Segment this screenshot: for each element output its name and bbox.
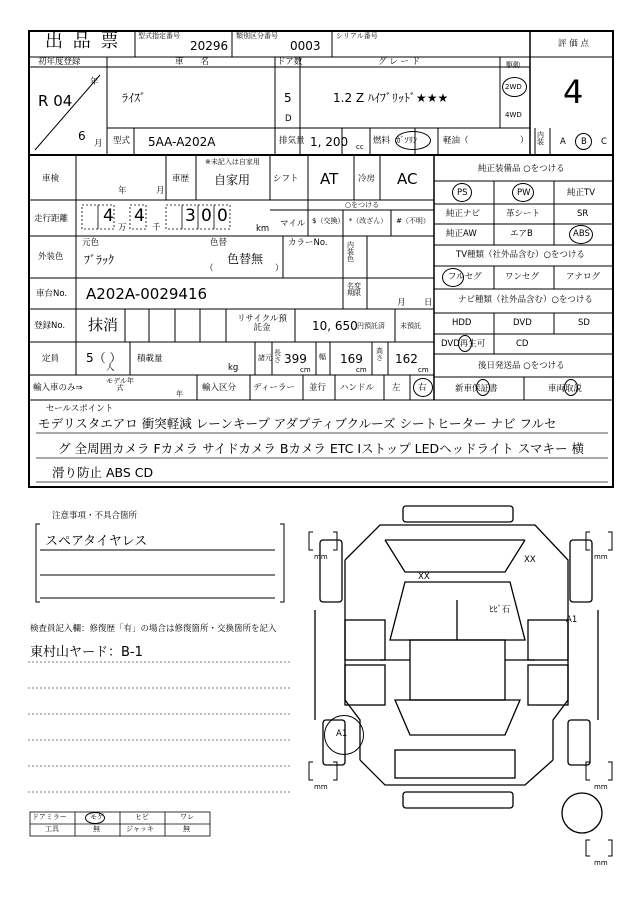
fuel-gasoline-circle bbox=[395, 131, 431, 150]
recycle-value: 10, 650 bbox=[312, 319, 358, 333]
handle-right-circle bbox=[413, 378, 433, 397]
model-year-unit: 年 bbox=[176, 390, 183, 398]
handle-left: 左 bbox=[392, 383, 401, 393]
equip-abs-circle bbox=[569, 225, 593, 244]
mirror-crack: ヒビ bbox=[135, 813, 149, 821]
width-label: 幅 bbox=[319, 353, 326, 361]
import-class-label: 輸入区分 bbox=[202, 383, 237, 393]
tools-label: 工具 bbox=[45, 825, 59, 833]
mark-a1-left: A1 bbox=[336, 729, 348, 739]
navi-dvd-play-circle bbox=[458, 335, 472, 352]
mileage-label: 走行距離 bbox=[34, 214, 69, 224]
first-reg-label: 初年度登録 bbox=[38, 57, 81, 67]
model-cert-label: 型式指定番号 bbox=[138, 32, 180, 40]
displacement-unit: cc bbox=[356, 143, 364, 151]
equip-pw: PW bbox=[517, 188, 531, 198]
shift-value: AT bbox=[320, 170, 339, 188]
width-value: 169 bbox=[340, 352, 363, 366]
exterior-paren-close: ） bbox=[275, 264, 284, 274]
recycle-not: 未預託 bbox=[400, 322, 421, 330]
jack-label: ジャッキ bbox=[126, 825, 154, 833]
equip-leather: 革シート bbox=[506, 209, 541, 219]
chassis-value: A202A-0029416 bbox=[86, 285, 208, 303]
score-label: 評 価 点 bbox=[558, 39, 589, 49]
jack-value: 無 bbox=[183, 825, 190, 833]
mirror-label: ドアミラー bbox=[32, 813, 67, 821]
width-cm-unit: cm bbox=[356, 366, 367, 374]
diesel-label: 軽油（ bbox=[443, 136, 469, 146]
mirror-motor: モゲ bbox=[90, 813, 104, 821]
first-reg-year-unit: 年 bbox=[90, 77, 99, 87]
mileage-mile: マイル bbox=[280, 219, 306, 229]
shift-label: シフト bbox=[273, 174, 299, 184]
import-dealer: ディーラー bbox=[253, 383, 295, 393]
displacement-label: 排気量 bbox=[279, 136, 305, 146]
recycle-label: リサイクル預託金 bbox=[237, 314, 287, 334]
history-note: ※未記入は自家用 bbox=[205, 158, 260, 166]
navi-dvd-play: DVD再生可 bbox=[441, 339, 486, 349]
mm-rear-left: mm bbox=[314, 783, 328, 791]
navi-header: ナビ種類（社外品含む）○をつける bbox=[458, 295, 593, 305]
sales-points-line-1: モデリスタエアロ 衝突軽減 レーンキープ アダプティブクルーズ シートヒーター ナビ フルセ bbox=[38, 416, 557, 431]
history-label: 車歴 bbox=[172, 174, 190, 184]
later-manual-circle bbox=[564, 379, 578, 396]
notes-line-1: スペアタイヤレス bbox=[45, 534, 148, 549]
name-change-day-unit: 日 bbox=[424, 298, 433, 308]
mileage-exchange: $（交換） bbox=[312, 217, 345, 225]
score-value: 4 bbox=[563, 73, 584, 111]
equip-pw-circle bbox=[512, 183, 534, 202]
model-cert-value: 20296 bbox=[190, 39, 229, 53]
history-value: 自家用 bbox=[214, 173, 251, 187]
length-value: 399 bbox=[284, 352, 307, 366]
interior-grade-label: 内装 bbox=[537, 131, 544, 146]
tools-value: 無 bbox=[93, 825, 100, 833]
later-warranty: 新車保証書 bbox=[455, 384, 498, 394]
mm-front-left: mm bbox=[314, 553, 328, 561]
first-reg-month-unit: 月 bbox=[94, 139, 103, 149]
name-change-month-unit: 月 bbox=[397, 298, 406, 308]
door-suffix: D bbox=[285, 114, 292, 124]
drive-2wd-circle bbox=[502, 77, 527, 97]
mirror-motor-circle bbox=[85, 812, 105, 824]
mm-front-right: mm bbox=[594, 553, 608, 561]
doors-value: 5 bbox=[284, 91, 292, 105]
car-diagram bbox=[315, 506, 602, 833]
category-value: 0003 bbox=[290, 39, 321, 53]
registration-value: 抹消 bbox=[88, 316, 119, 334]
mileage-check-hint: ○をつける bbox=[345, 201, 380, 209]
exterior-label: 外装色 bbox=[38, 252, 64, 262]
mm-rear-right: mm bbox=[594, 783, 608, 791]
equip-abs: ABS bbox=[573, 229, 590, 239]
registration-label: 登録No. bbox=[34, 321, 66, 331]
grade-value: 1.2 Z ﾊｲﾌﾞﾘｯﾄﾞ★★★ bbox=[333, 91, 449, 105]
recycle-done: 円預託済 bbox=[357, 322, 385, 330]
chassis-label: 車台No. bbox=[36, 289, 68, 299]
interior-color-label: 内装色 bbox=[347, 241, 354, 263]
model-type-label: 型式 bbox=[113, 136, 131, 146]
mm-spare: mm bbox=[594, 859, 608, 867]
mileage-modified: *（改ざん） bbox=[348, 217, 388, 225]
tv-analog: アナログ bbox=[566, 272, 601, 282]
doors-label: ドア数 bbox=[277, 57, 303, 67]
dims-label: 諸元 bbox=[258, 354, 272, 362]
equip-airbag: エアB bbox=[510, 229, 533, 239]
interior-grade-a: A bbox=[560, 137, 566, 147]
mileage-digit-1: 4 bbox=[103, 206, 114, 226]
exterior-repaint-value: 色替無 bbox=[227, 252, 264, 266]
mark-xx-hood: XX bbox=[418, 572, 430, 582]
notes-label: 注意事項・不具合箇所 bbox=[52, 511, 138, 521]
oem-header: 純正装備品 ○をつける bbox=[478, 164, 565, 174]
equip-oem-tv: 純正TV bbox=[567, 188, 596, 198]
color-no-label: カラーNo. bbox=[288, 238, 328, 248]
ac-value: AC bbox=[397, 170, 418, 188]
drive-2wd: 2WD bbox=[505, 83, 522, 91]
mileage-sen-unit: 千 bbox=[152, 223, 161, 233]
equip-ps: PS bbox=[457, 188, 468, 198]
equip-oem-navi: 純正ナビ bbox=[446, 209, 481, 219]
handle-right: 右 bbox=[418, 383, 427, 393]
inspection-year-unit: 年 bbox=[118, 186, 127, 196]
capacity-label: 定員 bbox=[42, 354, 60, 364]
car-name-label: 車 名 bbox=[175, 57, 210, 67]
inspector-line-1: 東村山ヤード：B-1 bbox=[30, 645, 143, 660]
mileage-digit-3: 3 bbox=[185, 206, 196, 226]
length-cm-unit: cm bbox=[300, 366, 311, 374]
import-label: 輸入車のみ⇒ bbox=[33, 383, 83, 393]
sales-points-label: セールスポイント bbox=[46, 404, 114, 414]
mileage-digit-4: 0 bbox=[201, 206, 212, 226]
navi-cd: CD bbox=[516, 339, 529, 349]
tv-fullseg: フルセグ bbox=[448, 272, 482, 282]
first-reg-month: 6 bbox=[78, 129, 86, 143]
diesel-close: ） bbox=[520, 136, 529, 146]
height-label: 高さ bbox=[376, 347, 383, 362]
mark-chip-windshield: ﾋﾋﾞ石 bbox=[489, 605, 511, 615]
equip-oem-aw: 純正AW bbox=[446, 229, 477, 239]
interior-grade-b: B bbox=[581, 137, 587, 147]
sales-points-line-2: グ 全周囲カメラ Fカメラ サイドカメラ Bカメラ ETC Iストップ LEDヘッドライト スマキー 横 bbox=[58, 441, 584, 456]
handle-label: ハンドル bbox=[340, 383, 375, 393]
inspection-label: 車検 bbox=[42, 174, 60, 184]
exterior-original-label: 元色 bbox=[82, 238, 100, 248]
displacement-value: 1, 200 bbox=[310, 135, 349, 149]
serial-label: シリアル番号 bbox=[336, 32, 378, 40]
mileage-unknown: #（不明） bbox=[396, 217, 430, 225]
tv-header: TV種類（社外品含む）○をつける bbox=[456, 250, 585, 260]
fuel-gasoline: ｶﾞｿﾘﾝ bbox=[396, 136, 418, 146]
exterior-paren-open: （ bbox=[205, 264, 214, 274]
later-manual: 車両取説 bbox=[548, 384, 583, 394]
equip-sr: SR bbox=[577, 209, 589, 219]
navi-dvd: DVD bbox=[513, 318, 532, 328]
navi-sd: SD bbox=[578, 318, 590, 328]
drive-label: 駆動 bbox=[506, 61, 520, 69]
exterior-original-value: ﾌﾞﾗｯｸ bbox=[84, 253, 115, 267]
name-change-label: 名変期限 bbox=[347, 282, 361, 297]
exterior-repaint-label: 色替 bbox=[210, 238, 228, 248]
inspection-month-unit: 月 bbox=[156, 186, 165, 196]
car-name-value: ﾗｲｽﾞ bbox=[122, 91, 147, 105]
drive-4wd: 4WD bbox=[505, 111, 522, 119]
inspector-label: 検査員記入欄：修復歴「有」の場合は修復箇所・交換箇所を記入 bbox=[30, 624, 277, 634]
first-reg-era: R 04 bbox=[38, 92, 73, 110]
interior-grade-c: C bbox=[601, 137, 607, 147]
mileage-km-unit: km bbox=[256, 224, 270, 234]
mileage-digit-5: 0 bbox=[217, 206, 228, 226]
sales-points-line-3: 滑り防止 ABS CD bbox=[52, 465, 154, 480]
load-label: 積載量 bbox=[137, 354, 163, 364]
equip-ps-circle bbox=[452, 183, 472, 202]
mirror-break: ワレ bbox=[180, 813, 194, 821]
model-type-value: 5AA-A202A bbox=[148, 135, 216, 149]
fuel-label: 燃料 bbox=[373, 136, 391, 146]
import-parallel: 並行 bbox=[309, 383, 327, 393]
mark-xx-fender: XX bbox=[524, 555, 536, 565]
mark-a1-right: A1 bbox=[566, 615, 578, 625]
model-year-label: モデル年式 bbox=[106, 377, 134, 392]
height-cm-unit: cm bbox=[418, 366, 429, 374]
sheet-title: 出 品 票 bbox=[45, 31, 121, 52]
tv-fullseg-circle bbox=[442, 268, 464, 287]
mileage-digit-2: 4 bbox=[134, 206, 145, 226]
category-label: 類別区分番号 bbox=[236, 32, 278, 40]
capacity-value: 5（ ） bbox=[86, 351, 122, 365]
mileage-man-unit: 万 bbox=[118, 223, 127, 233]
later-header: 後日発送品 ○をつける bbox=[478, 361, 565, 371]
ac-label: 冷房 bbox=[358, 174, 376, 184]
later-warranty-circle bbox=[476, 379, 490, 396]
length-label: 長さ bbox=[274, 349, 281, 364]
capacity-person-unit: 人 bbox=[106, 363, 115, 373]
tv-oneseg: ワンセグ bbox=[505, 272, 540, 282]
grade-label: グ レ ー ド bbox=[378, 57, 421, 67]
interior-grade-b-circle bbox=[575, 133, 592, 150]
height-value: 162 bbox=[395, 352, 418, 366]
load-kg-unit: kg bbox=[228, 363, 239, 373]
navi-hdd: HDD bbox=[452, 318, 472, 328]
